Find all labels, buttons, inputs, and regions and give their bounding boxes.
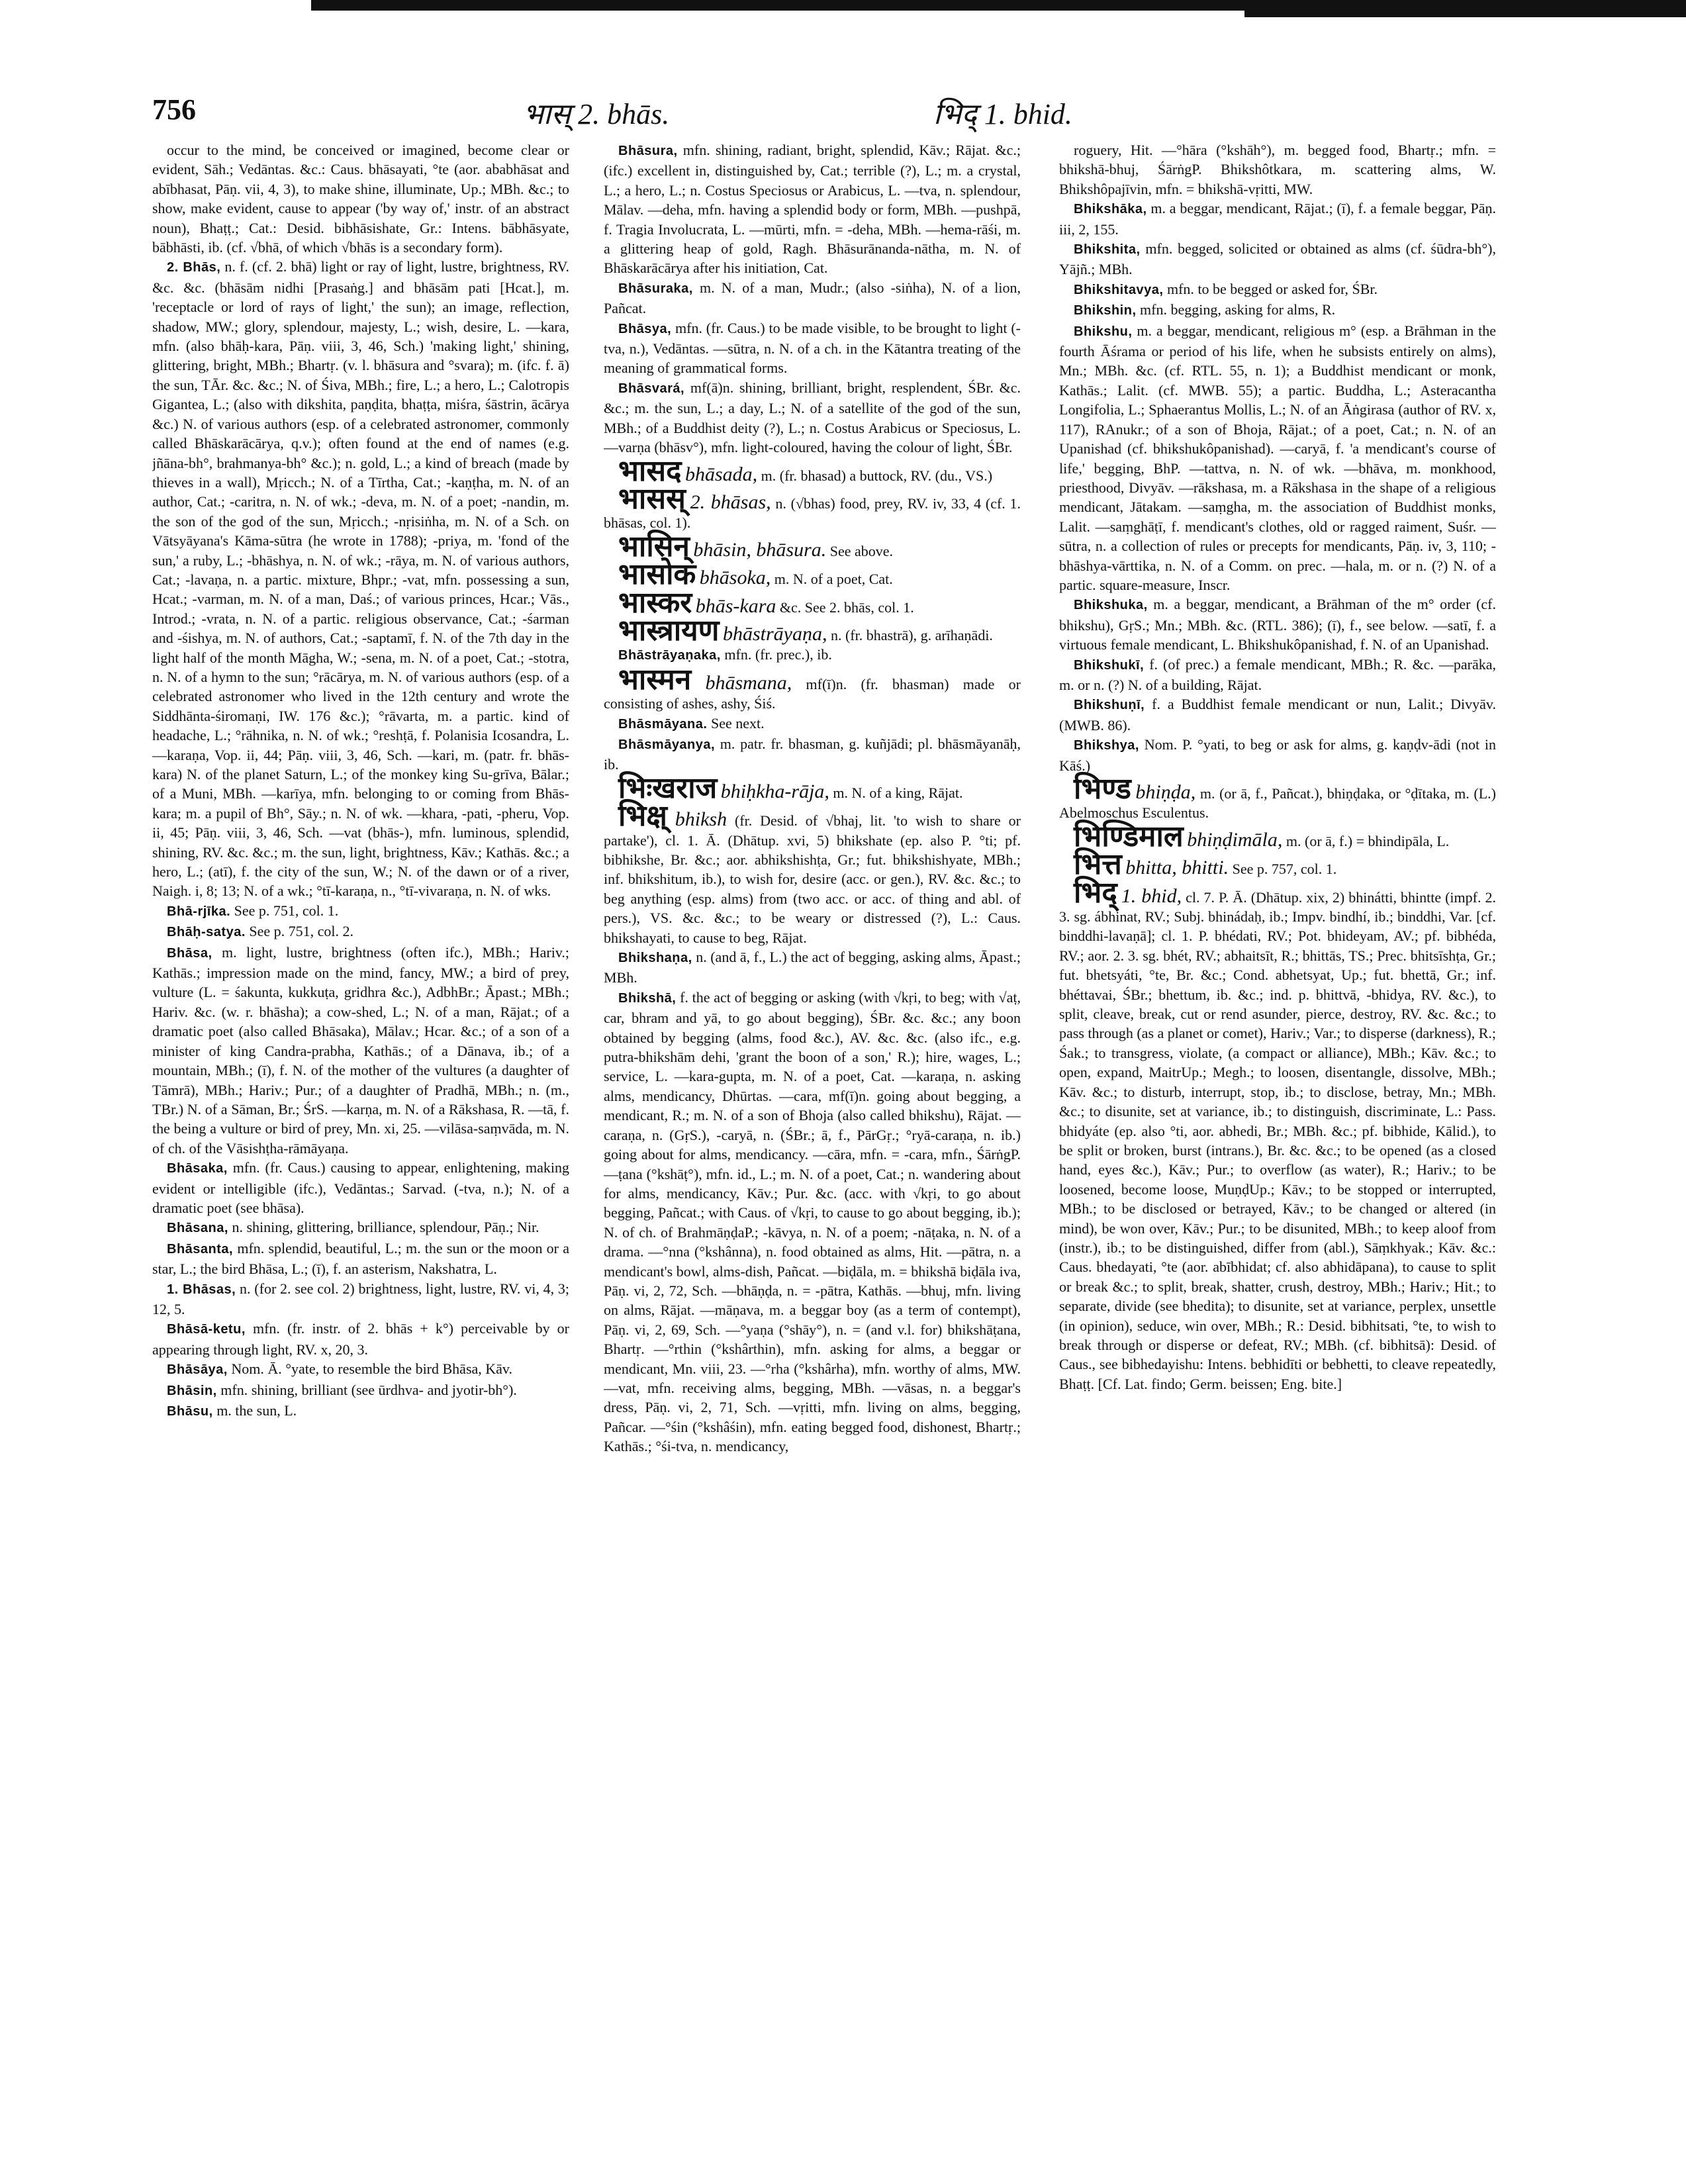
entry-definition: mfn. (fr. prec.), ib. [724, 646, 832, 663]
dictionary-entry [152, 901, 569, 922]
dictionary-entry [152, 1359, 569, 1380]
entry-definition: f. a Buddhist female mendicant or nun, Lalit.; Divyāv. (MWB. 86). [1059, 696, 1496, 734]
dictionary-entry [1059, 772, 1496, 823]
dictionary-entry [1059, 300, 1496, 320]
dictionary-entry [604, 481, 1021, 533]
headword: Bhikshukī, [1074, 657, 1145, 673]
headword: Bhāstrāyaṇaka, [618, 648, 721, 663]
dictionary-entry [1059, 279, 1496, 300]
entry-definition: mfn. (fr. Caus.) to be made visible, to be brought to light (-tva, n.), Vedāntas. —sūtra, n. N. of a ch. in the Kātantra treating of the meaning of grammatical forms. [604, 319, 1021, 377]
entry-definition: mfn. splendid, beautiful, L.; m. the sun or the moon or a star, L.; the bird Bhāsa, L.; (ī), f. an asterism, Nakshatra, L. [152, 1239, 569, 1278]
headword: Bhikshaṇa, [618, 951, 692, 966]
headword: Bhāsmāyana. [618, 716, 708, 732]
entry-definition: m. light, lustre, brightness (often ifc.), MBh.; Hariv.; Kathās.; impression made on the mind, fancy, MW.; a bird of prey, vulture (L. = śakunta, kukkuṭa, gridhra &c.), AdbhBr.; Āpast.; MBh.; Hariv. &c. (w. r. bhāsha); a cow-shed, L.; N. of a man, Rājat.; of a dramatic poet (also called Bhāsaka), Mālav.; Hcar. &c.; of a son of a minister of king Candra-prabha, Kathās.; of a Dānava, ib.; of a mountain, MBh.; (ī), f. N. of the mother of the vultures (a daughter of Tāmrā), MBh.; Hariv.; Pur.; of a daughter of Pradhā, MBh.; n. (m., TBr.) N. of a Sāman, Br.; ŚrS. —karṇa, m. N. of a Rākshasa, R. —tā, f. the being a vulture or bird of prey, Mn. xi, 25. —vilāsa-saṃvāda, m. N. of ch. of the Vāsishṭha-rāmāyaṇa. [152, 943, 569, 1157]
entry-definition: &c. See 2. bhās, col. 1. [779, 598, 914, 616]
entry-definition: roguery, Hit. —°hāra (°kshāh°), m. begged food, Bhartṛ.; mfn. = bhikshā-bhuj, ŚārṅgP. Bhikshôtkara, m. scattering alms, W. Bhikshôpajīvin, mfn. = bhikshā-vṛitti, MW. [1059, 142, 1496, 197]
devanagari-headword: भास्मन [618, 662, 692, 696]
headword: 1. Bhāsas, [167, 1282, 236, 1297]
headword: Bhikshā, [618, 990, 677, 1006]
headword: Bhāsana, [167, 1221, 228, 1236]
entry-definition: mfn. (fr. Caus.) causing to appear, enlightening, making evident or intelligible (ifc.), Vedāntas.; Sarvad. (-tva, n.); N. of a dramatic poet (see bhāsa). [152, 1159, 569, 1216]
transliteration: bhāsin, bhāsura. [693, 538, 827, 561]
entry-definition: m. a beggar, mendicant, religious m° (esp. a Brāhman in the fourth Āśrama or period of his life, when he subsists entirely on alms), Mn.; MBh. &c. (cf. RTL. 55, n. 1); a Buddhist mendicant or monk, Kathās.; Lalit. (cf. MWB. 55); a partic. Buddha, L.; Asteracantha Longifolia, L.; Sphaerantus Mollis, L.; N. of an Āṅgirasa (author of RV. x, 117), RAnukr.; of a son of Bhoja, Rājat.; of a poet, Cat.; n. N. of an Upanishad (cf. bhikshukôpanishad). —caryā, f. 'a mendicant's course of life,' begging, BhP. —tattva, n. N. of wk. —bhāva, m. monkhood, priesthood, Divyāv. —rākshasa, m. a Rākshasa in the shape of a religious mendicant, Jātakam. —saṃgha, m. the association of Buddhist monks, Lalit. —saṃghāṭī, f. mendicant's clothes, old or ragged raiment, Suśr. —sūtra, n. a collection of rules or precepts for mendicants, Pāṇ. iv, 3, 110; -bhāshya-vārttika, n. N. of a Comm. on prec. —hala, m. or n. (?) N. of a partic. square-measure, Inscr. [1059, 322, 1496, 593]
entry-definition: m. (or ā, f.) = bhindipāla, L. [1286, 832, 1450, 849]
headword: Bhā-rjīka. [167, 904, 231, 919]
entry-definition: mfn. shining, brilliant (see ūrdhva- and jyotir-bh°). [220, 1381, 517, 1398]
entry-definition: m. N. of a poet, Cat. [774, 571, 893, 588]
page-header [152, 93, 1655, 132]
dictionary-entry [152, 1239, 569, 1279]
entry-definition: See p. 751, col. 2. [249, 923, 354, 940]
devanagari-headword: भासस् [618, 481, 686, 516]
headword: Bhāsā-ketu, [167, 1322, 246, 1337]
entry-definition: (fr. Desid. of √bhaj, lit. 'to wish to share or partake'), cl. 1. Ā. (Dhātup. xvi, 5) bhikshate (ep. also P. °ti; pf. bibhikshe, Br. &c.; aor. abhikshishṭa, Gr.; fut. bhikshishyate, MBh.; inf. bhikshitum, ib.), to wish for, desire (acc. or gen.), RV. &c. &c.; to beg anything (esp. alms) from (two acc. or acc. of thing and abl. of pers.), VS. &c. &c.; to be weary or distressed (?), L.: Caus. bhikshayati, to cause to beg, Rājat. [604, 812, 1021, 946]
transliteration: 2. bhāsas, [690, 491, 771, 513]
headword: Bhāḥ-satya. [167, 925, 246, 940]
entry-definition: m. the sun, L. [216, 1402, 297, 1419]
headword: Bhāsaka, [167, 1161, 228, 1176]
devanagari-headword: भिण्ड [1074, 772, 1131, 806]
devanagari-headword: भासोक [618, 557, 696, 592]
headword: Bhāsuraka, [618, 281, 693, 296]
dictionary-entry [152, 1158, 569, 1217]
dictionary-entry [152, 1279, 569, 1319]
page-number: 756 [152, 93, 196, 126]
entry-definition: n. shining, glittering, brilliance, splendour, Pāṇ.; Nir. [232, 1219, 539, 1236]
dictionary-entry [152, 1217, 569, 1238]
headword: Bhikshya, [1074, 738, 1139, 753]
headword: Bhāsa, [167, 945, 212, 961]
entry-definition: m. (fr. bhasad) a buttock, RV. (du., VS.) [761, 467, 993, 484]
entry-definition: occur to the mind, be conceived or imagined, become clear or evident, Sāh.; Vedāntas. &c.: Caus. bhāsayati, °te (aor. ababhāsat and abībhasat, Pāṇ. vii, 4, 3), to make shine, illuminate, Up.; MBh. &c.; to show, make evident, cause to appear ('by way of,' instr. of an abstract noun), Bhaṭṭ.; Cat.: Desid. bibhāsishate, Gr.: Intens. bābhāsyate, bābhāsti, ib. (cf. √bhā, of which √bhās is a secondary form). [152, 142, 569, 256]
transliteration: bhiksh [675, 808, 727, 831]
dictionary-entry [1059, 321, 1496, 595]
dictionary-entry [1059, 655, 1496, 695]
entry-definition: Nom. P. °yati, to beg or ask for alms, g. kaṇḍv-ādi (not in Kāś.) [1059, 736, 1496, 774]
entry-definition: mfn. shining, radiant, bright, splendid, Kāv.; Rājat. &c.; (ifc.) excellent in, distinguished by, Cat.; terrible (?), L.; m. a crystal, L.; a hero, L.; n. Costus Speciosus or Arabicus, L. —tva, n. splendour, Mālav. —deha, mfn. having a splendid body or form, MBh. —pushpā, f. Tragia Involucrata, L. —mūrti, mfn. = -deha, MBh. —hema-rāśi, m. a glittering heap of gold, Ragh. Bhāsurānanda-nātha, m. N. of Bhāskarācārya after his initiation, Cat. [604, 142, 1021, 277]
headword: Bhikshuṇī, [1074, 698, 1145, 713]
transliteration: bhāsoka, [699, 567, 771, 589]
entry-definition: See next. [710, 714, 765, 732]
headword: Bhāsu, [167, 1404, 213, 1419]
entry-definition: cl. 7. P. Ā. (Dhātup. xix, 2) bhinátti, bhintte (impf. 2. 3. sg. ábhinat, RV.; Subj. bhinádaḥ, ib.; Impv. bindhí, ib.; binddhi, Var. [cf. binddhi-lavaṇā]; cl. 1. P. bhédati, RV.; Pot. bhideyam, AV.; pf. bibhéda, RV.; aor. 2. 3. sg. bhét, RV.; abhaitsīt, R.; bhittās, TS.; Prec. bhitsīshṭa, Gr.; fut. bhetsyáti, °te, Br. &c.; Cond. abhetsyat, Up.; fut. bhettā, Gr.; inf. bhéttavai, ŚBr.; bhettum, ib. &c.; ind. p. bhittvā, -bhidya, RV. &c.), to split, cleave, break, cut or rend asunder, pierce, destroy, RV. &c. &c.; to pass through (as a planet or comet), Hariv.; Var.; to disperse (darkness), R.; Śak.; to transgress, violate, (a compact or alliance), MBh.; Kāv. &c.; to open, expand, MaitrUp.; Megh.; to loosen, disentangle, dissolve, MBh.; Kāv. &c.; to disturb, interrupt, stop, ib.; to disclose, betray, Mn.; MBh. &c.; to disunite, set at variance, ib.; to distinguish, discriminate, L.: Pass. bhidyáte (ep. also °ti, aor. abhedi, Br.; MBh. &c.; pf. bibhide, Kālid.), to be split or broken, burst (intrans.), Br. &c. &c.; to be opened (as a closed hand, eyes &c.), Kāv.; Pur.; to overflow (as water), R.; Hariv.; to be loosened, become loose, MuṇḍUp.; Kāv.; to be stopped or interrupted, MBh.; to be disclosed or betrayed, Kāv.; to be changed or altered (in mind), be won over, Kāv.; Pur.; to be disunited, MBh.; to keep aloof from (instr.), ib.; to be distinguished, differ from (abl.), Sāṃkhyak.; Kāv. &c.: Caus. bhedayati, °te (aor. abībhidat; cf. also abhidāpana), to cause to split or break &c.; to split, break, shatter, crush, destroy, MBh.; Hariv.; Hit.; to separate, divide (see bhedita); to disunite, set at variance, perplex, unsettle (in opinion), seduce, win over, MBh.; R.: Desid. bibhitsati, °te, to wish to break through or disperse or defeat, RV.; MBh. (cf. bibhitsā): Desid. of Caus., see bibhedayishu: Intens. bebhidīti or bebhetti, to cleave repeatedly, Bhaṭṭ. [Cf. Lat. findo; Germ. beissen; Eng. bite.] [1059, 888, 1496, 1392]
entry-definition: n. (√bhas) food, prey, RV. iv, 33, 4 (cf. 1. bhāsas, col. 1). [604, 495, 1021, 532]
entry-definition: m. patr. fr. bhasman, g. kuñjādi; pl. bhāsmāyanāḥ, ib. [604, 735, 1021, 773]
transliteration: bhās-kara [695, 594, 776, 617]
headword: Bhikshitavya, [1074, 282, 1164, 297]
dictionary-entry [604, 613, 1021, 647]
dictionary-entry [152, 257, 569, 900]
entry-definition: See above. [829, 542, 894, 559]
running-head-left: भास् 2. bhās. [523, 98, 670, 130]
devanagari-headword: भिद् [1074, 875, 1117, 910]
entry-definition: mfn. to be begged or asked for, ŚBr. [1166, 280, 1378, 297]
dictionary-entry [1059, 594, 1496, 654]
dictionary-entry [1059, 735, 1496, 775]
entry-definition: m. N. of a man, Mudr.; (also -siṅha), N. of a lion, Pañcat. [604, 279, 1021, 317]
entry-definition: f. the act of begging or asking (with √kṛi, to beg; with √aṭ, car, bhram and yā, to go about begging), ŚBr. &c. &c.; any boon obtained by begging (alms, food &c.), AV. &c. &c. (also ifc., e.g. putra-bhikshām dehi, 'grant the boon of a son,' R.); hire, wages, L.; service, L. —kara-gupta, m. N. of a poet, Cat. —karaṇa, n. asking alms, mendicancy, Dhūrtas. —cara, mf(ī)n. going about begging, a mendicant, R.; m. N. of a son of Bhoja (also called bhikshu), Rājat. —caraṇa, n. (GṛS.), -caryā, n. (ŚBr.; ā, f., PārGṛ.; °ryā-caraṇa, n. ib.) going about for alms, mendicancy. —cāra, mfn. = -cara, mfn., ŚārṅgP. —ṭana (°kshāṭ°), mfn. id., L.; m. N. of a poet, Cat.; n. wandering about for alms, mendicancy, Kāv.; Pur. &c. (acc. with √kṛi, to go about begging, Pañcat.; with Caus. of √kṛi, to cause to go about begging, ib.); N. of ch. of BrahmāṇḍaP.; -kāvya, n. N. of a poem; -nāṭaka, n. N. of a drama. —°nna (°kshânna), n. food obtained as alms, Hit. —pātra, n. a mendicant's bowl, alms-dish, Pañcat. —biḍāla, m. = bhikshā biḍāla iva, Pāṇ. vi, 2, 72, Sch. —bhāṇḍa, n. = -pātra, Kathās. —bhuj, mfn. living on alms, Rājat. —māṇava, m. a beggar boy (as a term of contempt), Pāṇ. vi, 2, 69, Sch. —°yaṇa (°shāy°), n. = (and v.l. for) bhikshāṭana, Bhartṛ. —°rthin (°kshârthin), mfn. asking for alms, a beggar or mendicant, Mn. viii, 23. —°rha (°kshârha), mfn. worthy of alms, MW. —vat, mfn. receiving alms, begging, MBh. —vāsas, n. a beggar's dress, Pāṇ. vi, 2, 71, Sch. —vṛitti, mfn. living on alms, begging, Pañcar. —°śin (°kshâśin), mfn. eating begged food, dishonest, Bhartṛ.; Kathās.; °śi-tva, n. mendicancy, [604, 988, 1021, 1455]
entry-definition: f. (of prec.) a female mendicant, MBh.; R. &c. —parāka, m. or n. (?) N. of a building, Rājat. [1059, 655, 1496, 693]
entry-definition: mfn. (fr. instr. of 2. bhās + k°) perceivable by or appearing through light, RV. x, 20, 3. [152, 1320, 569, 1358]
dictionary-entry [604, 378, 1021, 457]
transliteration: 1. bhid, [1121, 884, 1182, 907]
dictionary-entry [152, 1401, 569, 1421]
dictionary-entry [1059, 819, 1496, 853]
headword: Bhāsura, [618, 144, 678, 158]
entry-definition: Nom. Ā. °yate, to resemble the bird Bhāsa, Kāv. [231, 1360, 512, 1378]
entry-definition: See p. 757, col. 1. [1232, 861, 1337, 878]
headword: Bhāsya, [618, 321, 672, 336]
dictionary-entry [604, 662, 1021, 714]
entry-definition: n. (fr. bhastrā), g. arīhaṇādi. [830, 626, 993, 643]
entry-definition: n. f. (cf. 2. bhā) light or ray of light, lustre, brightness, RV. &c. &c. (bhāsām nidhi [Prasaṅg.] and bhāsām pati [Hcat.], m. 'receptacle or lord of rays of light,' the sun); an image, reflection, shadow, MW.; glory, splendour, majesty, L.; wish, desire, L. —kara, mfn. (also bhāḥ-kara, Pāṇ. viii, 3, 46, Sch.) 'making light,' shining, glittering, bright, MBh.; Bhartṛ. (v. l. bhāsura and °svara); m. (ifc. f. ā) the sun, TĀr. &c. &c.; N. of Śiva, MBh.; fire, L.; a hero, L.; Calotropis Gigantea, L.; (also with dikshita, paṇḍita, bhaṭṭa, miśra, śāstrin, ācārya &c.) N. of various authors (esp. of a celebrated astronomer, commonly called Bhāskarācārya, q.v.); often found at the end of names (e.g. jñāna-bh°, brahmanya-bh° &c.); n. gold, L.; a kind of breach (made by thieves in a wall), Mṛicch.; N. of a Tīrtha, Cat.; -kaṇṭha, m. N. of an author, Cat.; -caritra, n. N. of wk.; -deva, m. N. of a poet; -nandin, m. the son of the god of the sun, Mṛicch.; -nṛisiṅha, m. N. of a Sch. on Vātsyāyana's Kāma-sūtra (he wrote in 1788); -priya, m. 'fond of the sun,' a ruby, L.; -bhāshya, n. N. of wk.; -rāya, m. N. of various authors, Cat.; -lavaṇa, n. a partic. mixture, Bhpr.; -vat, mfn. possessing a sun, Hcat.; -varman, m. N. of a man, Daś.; of various princes, Hcar.; Vās., Introd.; -vrata, n. N. of a partic. religious observance, Cat.; -śarman and -śishya, m. N. of authors, Cat.; -saptamī, f. N. of the 7th day in the light half of the month Māgha, W.; -sena, m. N. of a poet, Cat.; -stotra, n. N. of a hymn to the sun; °rācārya, m. N. of various authors (esp. of a celebrated astronomer who lived in the 12th century and wrote the Siddhānta-śiromaṇi, IW. 176 &c.); °rāvarta, m. a partic. kind of headache, L.; °rāhnika, n. N. of wk.; °reshṭā, f. Polanisia Icosandra, L. —karaṇa, Vop. ii, 44; Pāṇ. viii, 3, 46, Sch. —kari, m. (patr. fr. bhās-kara) N. of the planet Saturn, L.; of the monkey king Su-grīva, Bālar.; of a Muni, MBh. —karīya, mfn. belonging to or coming from Bhās-kara; m. a pupil of Bh°, Sāy.; n. N. of wk. —khara, -pati, -pheru, Vop. ii, 45; Pāṇ. viii, 3, 46, Sch. —vat (bhās-), mfn. luminous, splendid, shining, RV. &c. &c.; m. the sun, light, brightness, Kāv.; Kathās. &c.; a hero, L.; (atī), f. the city of the sun, W.; N. of the dawn or of a river, Naigh. i, 8; 13; N. of a wk.; °tī-karaṇa, n., °tī-vivaraṇa, n. N. of wks. [152, 258, 569, 900]
entry-definition: n. (for 2. see col. 2) brightness, light, lustre, RV. vi, 4, 3; 12, 5. [152, 1280, 569, 1317]
devanagari-headword: भासद [618, 453, 682, 488]
dictionary-entry [1059, 847, 1496, 882]
dictionary-entry [152, 943, 569, 1158]
devanagari-headword: भास्त्रायण [618, 613, 720, 647]
dictionary-entry [604, 799, 1021, 947]
headword: 2. Bhās, [167, 260, 221, 275]
headword: Bhikshita, [1074, 242, 1141, 258]
entry-definition: mf(ī)n. (fr. bhasman) made or consisting of ashes, ashy, Śiś. [604, 675, 1021, 712]
headword: Bhikshu, [1074, 324, 1133, 339]
headword: Bhikshuka, [1074, 598, 1148, 613]
dictionary-entry [152, 140, 569, 257]
entry-definition: mf(ā)n. shining, brilliant, bright, resplendent, ŚBr. &c. &c.; m. the sun, L.; a day, L.; N. of a satellite of the god of the sun, MBh.; of a Buddhist deity (?), L.; n. Costus Arabicus or Speciosus, L. —varṇa (bhāsv°), mfn. light-coloured, having the colour of light, ŚBr. [604, 379, 1021, 456]
dictionary-entry [152, 1380, 569, 1401]
devanagari-headword: भिःखराज [618, 771, 718, 805]
column-2 [604, 140, 1021, 2166]
entry-definition: m. N. of a king, Rājat. [833, 784, 963, 801]
dictionary-entry [152, 922, 569, 942]
entry-definition: m. a beggar, mendicant, Rājat.; (ī), f. a female beggar, Pāṇ. iii, 2, 155. [1059, 200, 1496, 238]
entry-definition: See p. 751, col. 1. [234, 902, 339, 919]
transliteration: bhāsmana, [705, 671, 792, 694]
dictionary-entry [1059, 239, 1496, 279]
transliteration: bhitta, bhitti. [1125, 857, 1229, 879]
transliteration: bhiḥkha-rāja, [720, 780, 829, 802]
devanagari-headword: भिक्ष् [618, 799, 667, 833]
transliteration: bhiṇḍimāla, [1187, 828, 1283, 851]
transliteration: bhāstrāyaṇa, [722, 622, 827, 645]
headword: Bhāsāya, [167, 1362, 228, 1378]
dictionary-entry [152, 1319, 569, 1359]
entry-definition: mfn. begging, asking for alms, R. [1140, 301, 1336, 318]
headword: Bhikshin, [1074, 303, 1137, 318]
column-1 [152, 140, 569, 2166]
dictionary-entry [1059, 694, 1496, 735]
dictionary-entry [604, 714, 1021, 734]
headword: Bhāsvará, [618, 381, 685, 396]
headword: Bhāsin, [167, 1383, 217, 1398]
entry-definition: m. a beggar, mendicant, a Brāhman of the m° order (cf. bhikshu), GṛS.; Mn.; MBh. &c. (RTL. 386); (ī), f., see below. —satī, f. a virtuous female mendicant, L. Bhikshukôpanishad, f. N. of an Upanishad. [1059, 596, 1496, 653]
scan-edge-top [311, 0, 1686, 11]
dictionary-entry [1059, 875, 1496, 1394]
transliteration: bhāsada, [684, 463, 758, 485]
running-head-right: भिद् 1. bhid. [933, 98, 1072, 130]
dictionary-entry [1059, 140, 1496, 199]
devanagari-headword: भित्त [1074, 847, 1122, 882]
dictionary-entry [604, 947, 1021, 988]
devanagari-headword: भासिन् [618, 529, 690, 563]
dictionary-entry [604, 988, 1021, 1456]
devanagari-headword: भिण्डिमाल [1074, 819, 1184, 853]
entry-definition: mfn. begged, solicited or obtained as alms (cf. śūdra-bh°), Yājñ.; MBh. [1059, 240, 1496, 278]
dictionary-entry [604, 318, 1021, 378]
headword: Bhāsmāyanya, [618, 737, 716, 752]
dictionary-entry [604, 734, 1021, 775]
transliteration: bhiṇḍa, [1135, 781, 1196, 803]
dictionary-entry [604, 278, 1021, 318]
headword: Bhāsanta, [167, 1241, 234, 1257]
entry-definition: n. (and ā, f., L.) the act of begging, asking alms, Āpast.; MBh. [604, 949, 1021, 986]
headword: Bhikshāka, [1074, 202, 1147, 217]
dictionary-entry [1059, 199, 1496, 239]
entry-definition: m. (or ā, f., Pañcat.), bhiṇḍaka, or °ḍītaka, m. (L.) Abelmoschus Esculentus. [1059, 785, 1496, 822]
devanagari-headword: भास्कर [618, 585, 692, 620]
column-3 [1059, 140, 1496, 2166]
dictionary-entry [604, 140, 1021, 278]
scan-edge-top-right [1244, 11, 1686, 17]
